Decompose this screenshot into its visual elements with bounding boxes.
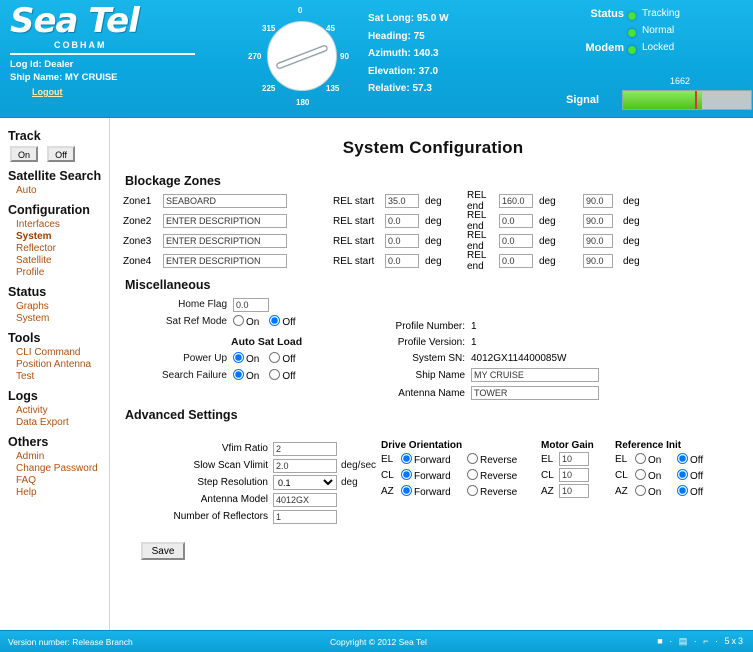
ref-el-on-radio[interactable]: [635, 453, 646, 464]
readout-label: Azimuth:: [368, 48, 411, 59]
motor-gain-group: [541, 440, 615, 499]
rel-start-label: REL start: [333, 215, 375, 227]
sidebar-group-configuration: Configuration: [8, 203, 90, 217]
readout-sat-long: [368, 10, 558, 28]
el-forward-radio-label[interactable]: [401, 453, 467, 466]
compass-label-e: 90: [340, 52, 349, 61]
logo-divider: [10, 53, 195, 55]
zone-name: Zone3: [123, 235, 152, 247]
sidebar-item-status-system[interactable]: System: [16, 313, 50, 324]
motor-gain-el-input[interactable]: [559, 452, 589, 466]
sat-ref-off-radio[interactable]: [269, 315, 280, 326]
unit-deg: deg: [539, 215, 556, 227]
axis-label-el: EL: [615, 453, 628, 465]
ref-el-on-radio-label[interactable]: [635, 453, 677, 466]
ref-el-off-radio-label[interactable]: [677, 453, 703, 466]
on-text: On: [648, 486, 662, 498]
system-sn-row: [345, 350, 675, 366]
unit-deg: deg: [539, 255, 556, 267]
logout-link[interactable]: Logout: [32, 87, 63, 97]
readout-label: Sat Long:: [368, 13, 415, 24]
power-up-off-radio-label[interactable]: [269, 352, 295, 365]
el-reverse-radio[interactable]: [467, 453, 478, 464]
readout-value: 57.3: [412, 83, 432, 94]
step-resolution-label: Step Resolution: [197, 477, 268, 488]
unit-deg: deg: [425, 235, 442, 247]
save-button[interactable]: Save: [141, 542, 185, 560]
sidebar-group-status: Status: [8, 285, 47, 299]
zone2-description-input[interactable]: [163, 214, 287, 228]
signal-threshold-marker: [695, 91, 697, 109]
table-row: [123, 212, 743, 230]
compass-label-s: 180: [296, 98, 310, 107]
ref-az-off-radio[interactable]: [677, 485, 688, 496]
step-resolution-row: [123, 474, 423, 491]
az-forward-radio-label[interactable]: [401, 485, 467, 498]
login-id: Log Id: Dealer: [10, 59, 74, 70]
antenna-model-label: Antenna Model: [200, 494, 268, 505]
motor-gain-row-az: [541, 483, 615, 499]
drive-orientation-row-cl: [381, 467, 541, 483]
section-advanced-settings-title: Advanced Settings: [125, 408, 238, 422]
compass-label-sw: 225: [262, 84, 276, 93]
sat-ref-on-radio-label[interactable]: [233, 315, 259, 328]
rel-end-label: REL end: [467, 250, 487, 272]
signal-value: 1662: [670, 76, 691, 86]
reference-init-row-el: [615, 451, 735, 467]
axis-label-az: AZ: [541, 485, 554, 497]
status-row-normal: [566, 25, 748, 42]
cl-reverse-radio[interactable]: [467, 469, 478, 480]
system-sn-label: System SN:: [412, 352, 465, 364]
antenna-model-row: [123, 491, 423, 508]
off-text: Off: [690, 454, 704, 466]
status-row-modem: [566, 42, 748, 59]
readout-value: 95.0 W: [416, 13, 449, 24]
search-failure-on-radio[interactable]: [233, 369, 244, 380]
zone-name: Zone4: [123, 255, 152, 267]
zone3-description-input[interactable]: [163, 234, 287, 248]
sidebar-item-help[interactable]: Help: [16, 487, 37, 498]
sidebar-group-satellite-search: Satellite Search: [8, 169, 102, 183]
sidebar-group-tools: Tools: [8, 331, 41, 345]
signal-bar: [622, 90, 752, 110]
antenna-name-row: [345, 384, 675, 402]
ship-name-label: Ship Name: [415, 369, 465, 381]
forward-text: Forward: [414, 486, 451, 498]
auto-sat-load-title: Auto Sat Load: [231, 336, 303, 348]
status-dot-icon: [628, 46, 636, 54]
table-row: [123, 192, 743, 210]
readout-relative: [368, 80, 558, 98]
ref-az-on-radio-label[interactable]: [635, 485, 677, 498]
readout-label: Elevation:: [368, 65, 416, 77]
profile-version-value: 1: [471, 336, 477, 348]
brand-logo: [10, 1, 195, 99]
power-up-on-text: On: [246, 354, 260, 365]
zone-name: Zone2: [123, 215, 152, 227]
sidebar-item-data-export[interactable]: Data Export: [16, 417, 69, 428]
axis-label-az: AZ: [615, 485, 628, 497]
sidebar-item-admin[interactable]: Admin: [16, 451, 45, 462]
profile-version-row: [345, 334, 675, 350]
sidebar-item-reflector[interactable]: Reflector: [16, 243, 57, 254]
signal-label: Signal: [566, 94, 600, 106]
zone2-rel-end-input[interactable]: [499, 214, 533, 228]
footer-version: Version number: Release Branch: [8, 637, 133, 647]
zone4-rel-end-input[interactable]: [499, 254, 533, 268]
slow-scan-vlimit-row: [123, 457, 423, 474]
main-content: [111, 118, 753, 630]
status-row-tracking: [566, 8, 748, 25]
track-on-button[interactable]: On: [10, 146, 38, 162]
home-flag-input[interactable]: [233, 298, 269, 312]
readout-value: 75: [413, 30, 425, 42]
section-miscellaneous-title: Miscellaneous: [125, 278, 211, 292]
reference-init-row-cl: [615, 467, 735, 483]
zone-name: Zone1: [123, 195, 152, 207]
vfim-ratio-row: [123, 440, 423, 457]
power-up-on-radio-label[interactable]: [233, 352, 259, 365]
unit-deg: deg: [425, 255, 442, 267]
zone4-description-input[interactable]: [163, 254, 287, 268]
drive-orientation-row-el: [381, 451, 541, 467]
page-footer: [0, 630, 753, 652]
zone4-el-input[interactable]: [583, 254, 613, 268]
footer-status-icons: ■ · ▤ · ⌐ · 5x3: [657, 636, 745, 646]
step-resolution-unit: deg: [341, 477, 358, 488]
ship-name-input[interactable]: [471, 368, 599, 382]
cl-forward-radio[interactable]: [401, 469, 412, 480]
sat-ref-off-text: Off: [282, 317, 296, 328]
footer-copyright: Copyright © 2012 Sea Tel: [330, 637, 427, 647]
ref-cl-on-radio[interactable]: [635, 469, 646, 480]
misc-left-column: [123, 296, 373, 384]
system-sn-value: 4012GX114400085W: [471, 352, 567, 364]
section-blockage-zones-title: Blockage Zones: [125, 174, 221, 188]
power-up-off-radio[interactable]: [269, 352, 280, 363]
search-failure-on-radio-label[interactable]: [233, 369, 259, 382]
axis-label-el: EL: [381, 453, 394, 465]
step-resolution-select[interactable]: [273, 475, 337, 490]
drive-orientation-group: [381, 440, 541, 499]
table-row: [123, 252, 743, 270]
profile-version-label: Profile Version:: [397, 336, 465, 348]
ref-cl-off-radio-label[interactable]: [677, 469, 703, 482]
readout-label: Heading:: [368, 30, 411, 42]
zone2-el-input[interactable]: [583, 214, 613, 228]
home-flag-row: [123, 296, 373, 313]
zone4-rel-start-input[interactable]: [385, 254, 419, 268]
off-text: Off: [690, 470, 704, 482]
zone3-rel-start-input[interactable]: [385, 234, 419, 248]
rel-end-label: REL end: [467, 190, 487, 212]
sidebar-item-activity[interactable]: Activity: [16, 405, 48, 416]
el-label: [565, 216, 583, 227]
sidebar-group-track: Track: [8, 129, 41, 143]
sidebar-item-cli-command[interactable]: CLI Command: [16, 347, 81, 358]
sat-ref-on-radio[interactable]: [233, 315, 244, 326]
status-value: Locked: [642, 42, 675, 53]
readout-heading: [368, 28, 558, 46]
status-panel: [566, 8, 748, 59]
zone1-el-input[interactable]: [583, 194, 613, 208]
zone1-rel-start-input[interactable]: [385, 194, 419, 208]
sidebar-group-logs: Logs: [8, 389, 38, 403]
slow-scan-vlimit-label: Slow Scan Vlimit: [193, 460, 268, 471]
slow-scan-vlimit-input[interactable]: [273, 459, 337, 473]
search-failure-row: [123, 367, 373, 384]
search-failure-off-radio[interactable]: [269, 369, 280, 380]
sat-ref-on-text: On: [246, 317, 260, 328]
home-flag-label: Home Flag: [178, 299, 227, 310]
sidebar-item-faq[interactable]: FAQ: [16, 475, 37, 486]
unit-deg: deg: [623, 215, 640, 227]
reverse-text: Reverse: [480, 454, 518, 466]
session-info: [10, 58, 195, 99]
ship-name-header: Ship Name: MY CRUISE: [10, 72, 118, 83]
el-label: [565, 196, 583, 207]
readout-value: 140.3: [413, 48, 439, 59]
sidebar-item-test[interactable]: Test: [16, 371, 35, 382]
power-up-label: Power Up: [183, 353, 227, 364]
status-value: Normal: [642, 25, 675, 36]
axis-label-az: AZ: [381, 485, 394, 497]
sidebar-item-graphs[interactable]: Graphs: [16, 301, 49, 312]
sidebar-item-auto[interactable]: Auto: [16, 185, 37, 196]
unit-deg: deg: [623, 195, 640, 207]
az-forward-radio[interactable]: [401, 485, 412, 496]
zone3-el-input[interactable]: [583, 234, 613, 248]
power-up-off-text: Off: [282, 354, 296, 365]
antenna-name-input[interactable]: [471, 386, 599, 400]
compass-label-w: 270: [248, 52, 262, 61]
modem-label: Modem: [585, 42, 624, 54]
axis-label-cl: CL: [541, 469, 554, 481]
search-failure-label: Search Failure: [161, 370, 227, 381]
readout-azimuth: [368, 45, 558, 63]
status-dot-icon: [628, 12, 636, 20]
az-reverse-radio[interactable]: [467, 485, 478, 496]
vfim-ratio-input[interactable]: [273, 442, 337, 456]
el-label: [565, 236, 583, 247]
unit-deg: deg: [539, 195, 556, 207]
forward-text: Forward: [414, 470, 451, 482]
axis-label-cl: CL: [615, 469, 628, 481]
sidebar-item-change-password[interactable]: Change Password: [16, 463, 98, 474]
status-label: Status: [590, 8, 624, 20]
drive-orientation-title: Drive Orientation: [381, 440, 463, 451]
motor-gain-row-cl: [541, 467, 615, 483]
search-failure-off-radio-label[interactable]: [269, 369, 295, 382]
slow-scan-vlimit-unit: deg/sec: [341, 460, 377, 471]
number-of-reflectors-label: Number of Reflectors: [173, 511, 268, 522]
on-text: On: [648, 470, 662, 482]
advanced-fields: [123, 440, 423, 525]
vfim-ratio-label: Vfim Ratio: [221, 443, 268, 454]
status-value: Tracking: [642, 8, 680, 19]
unit-deg: deg: [623, 255, 640, 267]
logo-subtext: COBHAM: [54, 40, 107, 50]
cl-reverse-radio-label[interactable]: [467, 469, 517, 482]
antenna-model-input[interactable]: [273, 493, 337, 507]
track-buttons: [10, 146, 109, 162]
profile-number-label: Profile Number:: [395, 320, 465, 332]
axis-label-cl: CL: [381, 469, 394, 481]
rel-start-label: REL start: [333, 195, 375, 207]
nav-readouts: [368, 10, 558, 98]
zone2-rel-start-input[interactable]: [385, 214, 419, 228]
drive-orientation-row-az: [381, 483, 541, 499]
power-up-on-radio[interactable]: [233, 352, 244, 363]
motor-gain-cl-input[interactable]: [559, 468, 589, 482]
advanced-settings-section: [123, 426, 743, 536]
el-reverse-radio-label[interactable]: [467, 453, 517, 466]
rel-end-label: REL end: [467, 230, 487, 252]
rel-start-label: REL start: [333, 255, 375, 267]
el-label: [565, 256, 583, 267]
zone1-rel-end-input[interactable]: [499, 194, 533, 208]
readout-label: Relative:: [368, 83, 410, 94]
profile-number-value: 1: [471, 320, 477, 332]
profile-number-row: [345, 318, 675, 334]
reverse-text: Reverse: [480, 486, 518, 498]
on-text: On: [648, 454, 662, 466]
cl-forward-radio-label[interactable]: [401, 469, 467, 482]
misc-right-column: [345, 318, 675, 402]
rel-end-label: REL end: [467, 210, 487, 232]
reference-init-title: Reference Init: [615, 440, 682, 451]
motor-gain-row-el: [541, 451, 615, 467]
unit-deg: deg: [623, 235, 640, 247]
unit-deg: deg: [425, 215, 442, 227]
ref-az-on-radio[interactable]: [635, 485, 646, 496]
logo-text: Sea Tel: [10, 1, 139, 41]
ref-el-off-radio[interactable]: [677, 453, 688, 464]
rel-start-label: REL start: [333, 235, 375, 247]
unit-deg: deg: [539, 235, 556, 247]
page-header: [0, 0, 753, 118]
form-actions: [141, 542, 743, 560]
readout-elevation: [368, 63, 558, 81]
search-failure-off-text: Off: [282, 371, 296, 382]
forward-text: Forward: [414, 454, 451, 466]
signal-bar-fill: [623, 91, 702, 109]
sat-ref-mode-row: [123, 313, 373, 330]
sidebar-item-interfaces[interactable]: Interfaces: [16, 219, 60, 230]
number-of-reflectors-input[interactable]: [273, 510, 337, 524]
compass-gauge: [248, 6, 356, 114]
sidebar-group-others: Others: [8, 435, 49, 449]
table-row: [123, 232, 743, 250]
az-reverse-radio-label[interactable]: [467, 485, 517, 498]
page-title: System Configuration: [342, 138, 524, 157]
el-forward-radio[interactable]: [401, 453, 412, 464]
off-text: Off: [690, 486, 704, 498]
compass-label-n: 0: [298, 6, 303, 15]
signal-meter: [566, 76, 752, 112]
ship-name-row: [345, 366, 675, 384]
sat-ref-off-radio-label[interactable]: [269, 315, 295, 328]
number-of-reflectors-row: [123, 508, 423, 525]
antenna-name-label: Antenna Name: [398, 387, 465, 399]
reference-init-group: [615, 440, 735, 499]
search-failure-on-text: On: [246, 371, 260, 382]
unit-deg: deg: [425, 195, 442, 207]
readout-value: 37.0: [418, 65, 439, 77]
sidebar-item-satellite[interactable]: Satellite: [16, 255, 52, 266]
blockage-zones-table: [123, 192, 743, 270]
sidebar-nav: [0, 118, 110, 630]
sidebar-item-position-antenna[interactable]: Position Antenna: [16, 359, 92, 370]
motor-gain-title: Motor Gain: [541, 440, 594, 451]
zone1-description-input[interactable]: [163, 194, 287, 208]
page-body: [0, 118, 753, 630]
compass-label-nw: 315: [262, 24, 276, 33]
motor-gain-az-input[interactable]: [559, 484, 589, 498]
axis-label-el: EL: [541, 453, 554, 465]
ref-cl-on-radio-label[interactable]: [635, 469, 677, 482]
reverse-text: Reverse: [480, 470, 518, 482]
ref-az-off-radio-label[interactable]: [677, 485, 703, 498]
compass-label-ne: 45: [326, 24, 335, 33]
compass-label-se: 135: [326, 84, 340, 93]
sidebar-item-profile[interactable]: Profile: [16, 267, 45, 278]
sidebar-item-system[interactable]: System: [16, 231, 52, 242]
reference-init-row-az: [615, 483, 735, 499]
sat-ref-mode-label: Sat Ref Mode: [165, 316, 227, 327]
power-up-row: [123, 350, 373, 367]
track-off-button[interactable]: Off: [47, 146, 75, 162]
miscellaneous-section: [123, 296, 743, 404]
ref-cl-off-radio[interactable]: [677, 469, 688, 480]
zone3-rel-end-input[interactable]: [499, 234, 533, 248]
status-dot-icon: [628, 29, 636, 37]
